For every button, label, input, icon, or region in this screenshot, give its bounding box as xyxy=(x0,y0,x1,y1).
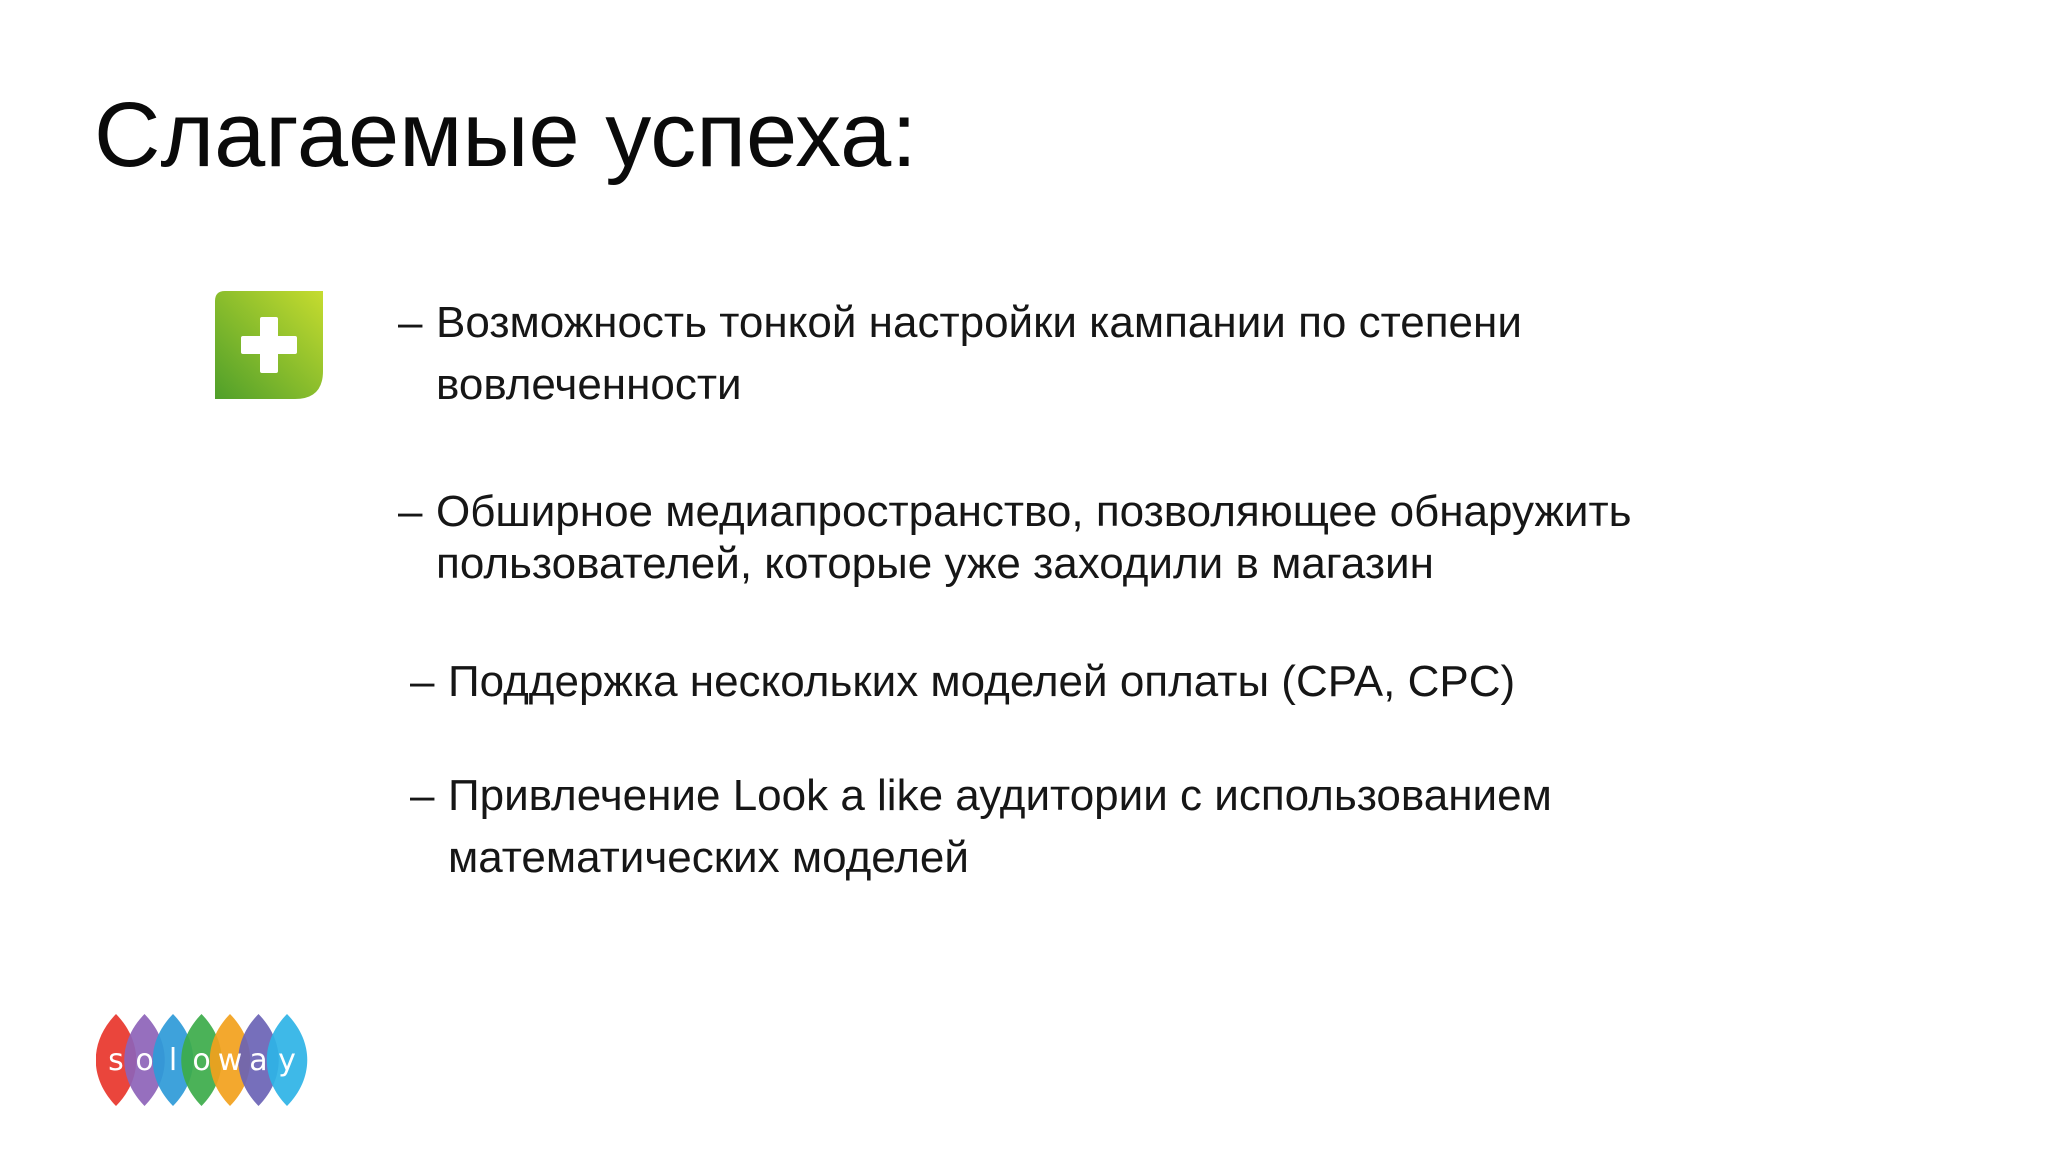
slide-title: Слагаемые успеха: xyxy=(94,84,917,186)
bullet-dash: – xyxy=(410,657,435,706)
bullet-text-line2: математических моделей xyxy=(448,833,969,882)
logo-letter: o xyxy=(135,1043,154,1078)
logo-letter: y xyxy=(278,1043,296,1078)
bullet-item xyxy=(398,486,1632,590)
logo-letter: s xyxy=(108,1043,124,1078)
plus-icon xyxy=(215,291,323,399)
bullet-dash: – xyxy=(398,298,423,347)
logo-letter: o xyxy=(192,1043,211,1078)
bullet-text-line1: Обширное медиапространство, позволяющее обнаружить xyxy=(436,487,1632,536)
bullet-item xyxy=(398,292,1522,416)
bullet-dash: – xyxy=(398,487,423,536)
bullet-text-line1: Привлечение Look a like аудитории с использованием xyxy=(448,771,1552,820)
bullet-text-line2: пользователей, которые уже заходили в магазин xyxy=(436,539,1434,588)
bullet-text-line1: Поддержка нескольких моделей оплаты (CPA, CPC) xyxy=(448,657,1516,706)
soloway-logo xyxy=(96,1010,328,1110)
bullet-dash: – xyxy=(410,771,435,820)
bullet-item xyxy=(410,651,1515,713)
logo-letter: a xyxy=(249,1043,268,1078)
bullet-item xyxy=(410,765,1552,889)
logo-letter: w xyxy=(217,1043,243,1078)
bullet-text-line2: вовлеченности xyxy=(436,360,742,409)
logo-letter: l xyxy=(168,1043,178,1078)
bullet-text-line1: Возможность тонкой настройки кампании по степени xyxy=(436,298,1522,347)
